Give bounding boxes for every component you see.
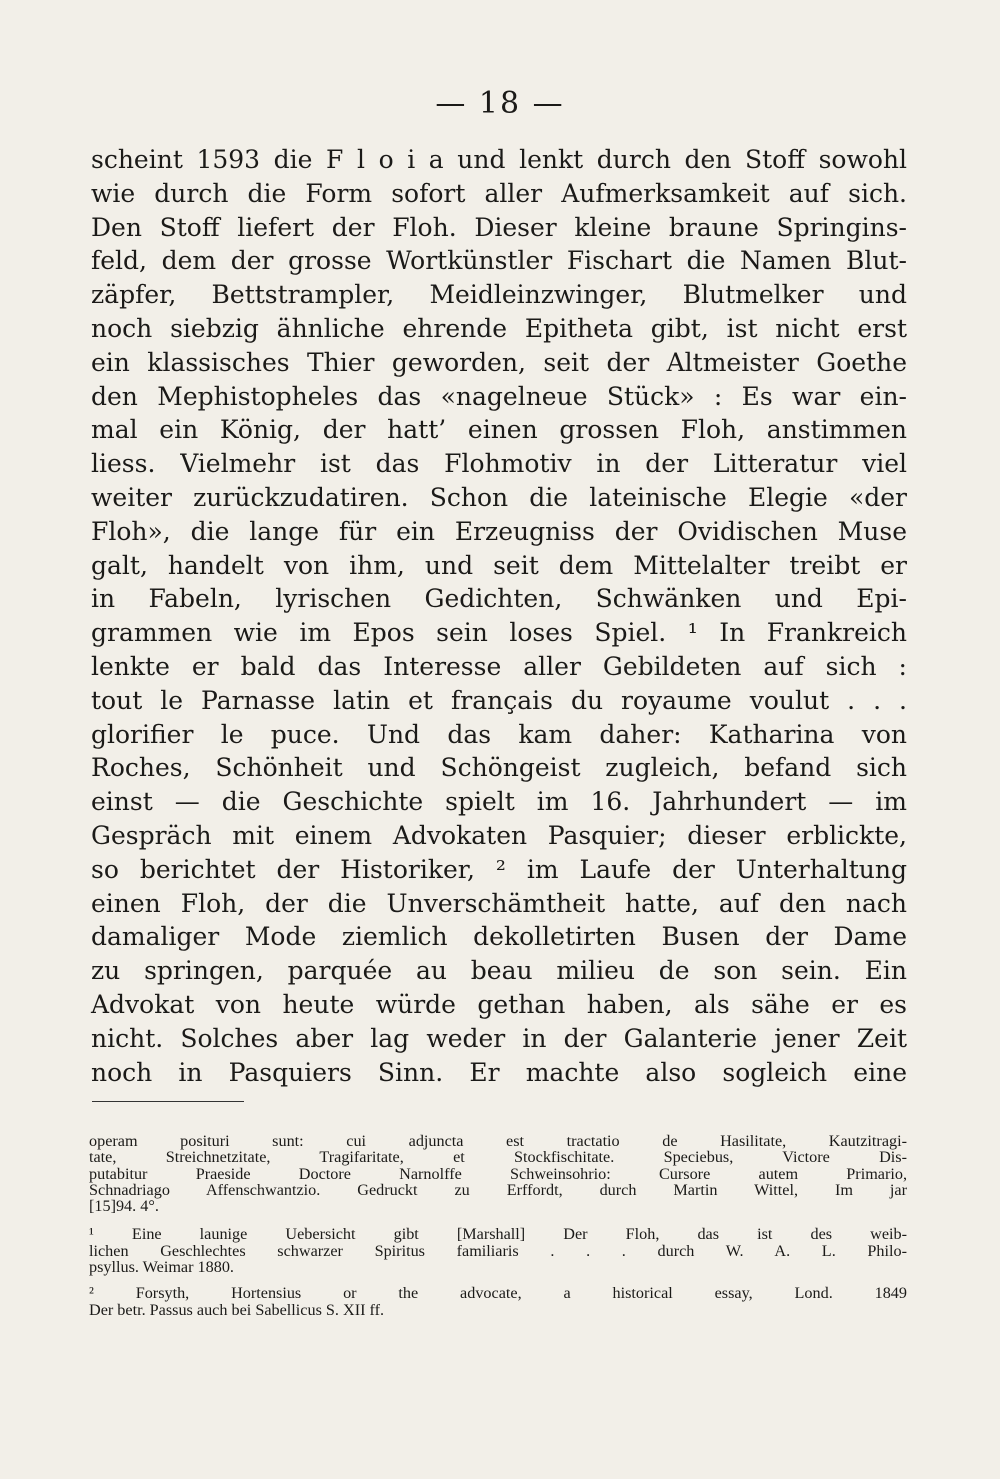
- text-line: grammen wie im Epos sein loses Spiel. ¹ In Frankreich: [91, 618, 907, 648]
- text-line: zäpfer, Bettstrampler, Meidleinzwinger, Blutmelker und: [91, 280, 907, 310]
- text-line: einen Floh, der die Unverschämtheit hatte, auf den nach: [91, 888, 907, 918]
- text-line: feld, dem der grosse Wortkünstler Fischart die Namen Blut-: [91, 246, 907, 276]
- footnote-continuation-line: [15]94. 4°.: [89, 1197, 159, 1216]
- text-line: zu springen, parquée au beau milieu de son sein. Ein: [91, 956, 907, 986]
- footnote-2-line: ² Forsyth, Hortensius or the advocate, a historical essay, Lond. 1849: [89, 1284, 907, 1303]
- text-line: Roches, Schönheit und Schöngeist zugleich, befand sich: [91, 753, 907, 783]
- page-number: — 18 —: [435, 86, 565, 121]
- footnote-continuation-line: Schnadriago Affenschwantzio. Gedruckt zu Erffordt, durch Martin Wittel, Im jar: [89, 1180, 907, 1199]
- text-line: scheint 1593 die F l o i a und lenkt durch den Stoff sowohl: [91, 145, 907, 174]
- text-line: einst — die Geschichte spielt im 16. Jahrhundert — im: [91, 787, 907, 817]
- footnote-continuation-line: tate, Streichnetzitate, Tragifaritate, et Stockfischitate. Speciebus, Victore Dis-: [89, 1148, 907, 1167]
- text-line: so berichtet der Historiker, ² im Laufe der Unterhaltung: [91, 854, 907, 884]
- text-line: in Fabeln, lyrischen Gedichten, Schwänken und Epi-: [91, 584, 907, 614]
- footnotes-block: [89, 1133, 907, 1318]
- text-line: Gespräch mit einem Advokaten Pasquier; dieser erblickte,: [91, 820, 907, 850]
- footnote-2-line: Der betr. Passus auch bei Sabellicus S. XII ff.: [89, 1300, 385, 1319]
- footnote-1-line: ¹ Eine launige Uebersicht gibt [Marshall] Der Floh, das ist des weib-: [89, 1225, 907, 1244]
- text-line: den Mephistopheles das «nagelneue Stück» : Es war ein-: [91, 381, 907, 411]
- text-line: ein klassisches Thier geworden, seit der Altmeister Goethe: [91, 347, 907, 377]
- text-line: Floh», die lange für ein Erzeugniss der Ovidischen Muse: [91, 516, 907, 546]
- footnote-separator-rule: [92, 1101, 244, 1102]
- footnote-1-line: psyllus. Weimar 1880.: [89, 1258, 234, 1277]
- text-line: weiter zurückzudatiren. Schon die lateinische Elegie «der: [91, 482, 907, 512]
- text-line: mal ein König, der hatt’ einen grossen Floh, anstimmen: [91, 415, 907, 445]
- text-line: liess. Vielmehr ist das Flohmotiv in der Litteratur viel: [91, 449, 907, 479]
- footnote-continuation-line: operam posituri sunt: cui adjuncta est tractatio de Hasilitate, Kautzitragi-: [89, 1132, 907, 1150]
- text-line: nicht. Solches aber lag weder in der Galanterie jener Zeit: [91, 1023, 907, 1053]
- text-line: lenkte er bald das Interesse aller Gebildeten auf sich :: [91, 651, 907, 681]
- text-line: glorifier le puce. Und das kam daher: Katharina von: [91, 719, 907, 749]
- text-line: noch siebzig ähnliche ehrende Epitheta gibt, ist nicht erst: [91, 313, 907, 343]
- text-line: Advokat von heute würde gethan haben, als sähe er es: [91, 989, 907, 1019]
- text-line: damaliger Mode ziemlich dekolletirten Busen der Dame: [91, 922, 907, 952]
- text-line: noch in Pasquiers Sinn. Er machte also sogleich eine: [91, 1057, 907, 1087]
- footnote-1-line: lichen Geschlechtes schwarzer Spiritus familiaris . . . durch W. A. L. Philo-: [89, 1241, 907, 1260]
- footnote-continuation-line: putabitur Praeside Doctore Narnolffe Schweinsohrio: Cursore autem Primario,: [89, 1164, 907, 1183]
- text-line: galt, handelt von ihm, und seit dem Mittelalter treibt er: [91, 550, 907, 580]
- main-text-block: [91, 143, 907, 1089]
- text-line: Den Stoff liefert der Floh. Dieser kleine braune Springins-: [91, 212, 907, 242]
- text-line: wie durch die Form sofort aller Aufmerksamkeit auf sich.: [91, 178, 907, 208]
- text-line: tout le Parnasse latin et français du royaume voulut . . .: [91, 685, 907, 715]
